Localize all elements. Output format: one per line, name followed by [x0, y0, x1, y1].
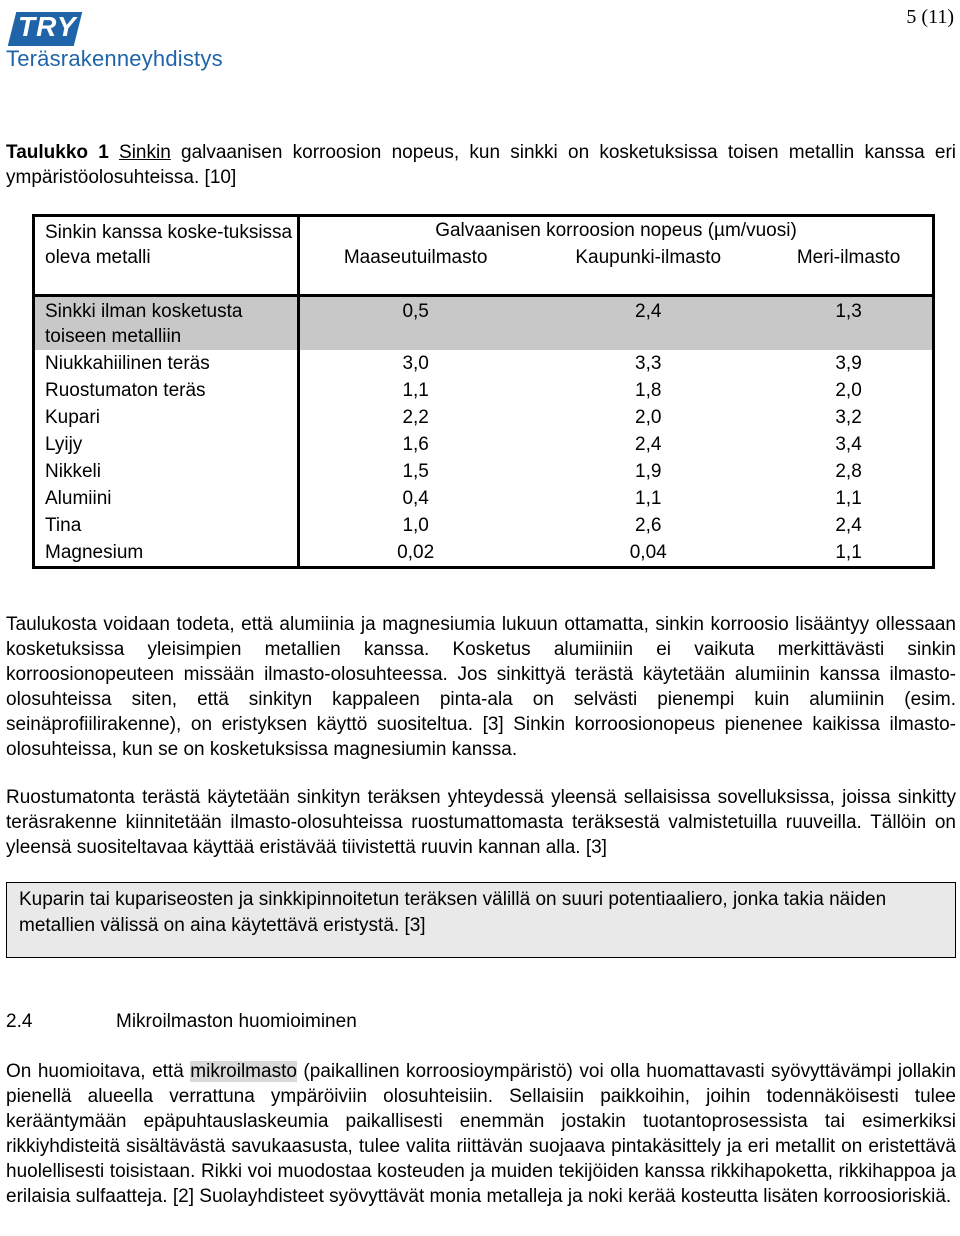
caption-label: Taulukko 1: [6, 142, 109, 163]
value-cell: 2,4: [635, 433, 662, 455]
value-cell: 1,1: [299, 377, 532, 404]
table-row: [34, 512, 934, 539]
value-cell: 1,1: [835, 541, 862, 563]
metal-cell: Ruostumaton teräs: [45, 379, 206, 401]
caption-link-word[interactable]: Sinkin: [119, 142, 171, 163]
microclimate-highlight: mikroilmasto: [190, 1061, 297, 1082]
table-row: [34, 377, 934, 404]
value-cell: 2,2: [299, 404, 532, 431]
value-cell: 2,4: [531, 295, 765, 350]
paragraph-microclimate: [6, 1059, 956, 1209]
logo-text: TRY: [18, 11, 77, 42]
value-cell: 2,4: [835, 514, 862, 536]
paragraph-stainless-steel: Ruostumatonta terästä käytetään sinkityn teräksen yhteydessä yleensä sellaisissa sovelluksissa, joissa sinkitty teräsrakenne kiinnitetään ilmasto-olosuhteissa ruostumattomasta teräksestä valmistetuilla ruuveilla. Tällöin on yleensä suositeltavaa käyttää eristävää tiivistettä ruuvin kannan alla. [3]: [6, 787, 956, 858]
metal-cell: Lyijy: [45, 433, 83, 455]
metal-cell: Alumiini: [45, 487, 112, 509]
value-cell: 2,0: [835, 379, 862, 401]
table-row: [34, 350, 934, 377]
table-row: [34, 458, 934, 485]
corrosion-table: [32, 214, 935, 569]
value-cell: 2,6: [635, 514, 662, 536]
value-cell: 1,9: [635, 460, 662, 482]
metal-cell: Niukkahiilinen teräs: [45, 352, 210, 374]
section-number: 2.4: [6, 1011, 33, 1032]
note-box: [6, 882, 956, 958]
value-cell: 1,1: [635, 487, 662, 509]
value-cell: 3,0: [299, 350, 532, 377]
value-cell: 1,5: [299, 458, 532, 485]
col1-header: Sinkin kanssa koske-tuksissa oleva metalli: [34, 216, 299, 296]
table-row: [34, 485, 934, 512]
value-cell: 1,3: [765, 295, 933, 350]
metal-cell: Sinkki ilman kosketusta toiseen metalliin: [34, 295, 299, 350]
metal-cell: Kupari: [45, 406, 100, 428]
note-text: Kuparin tai kupariseosten ja sinkkipinnoitetun teräksen välillä on suuri potentiaaliero, jonka takia näiden metallien välissä on aina käytettävä eristystä. [3]: [19, 889, 887, 936]
value-cell: 1,8: [635, 379, 662, 401]
logo: [4, 6, 224, 70]
value-cell: 2,8: [835, 460, 862, 482]
sub-header: Meri-ilmasto: [765, 245, 933, 295]
table-row: [34, 431, 934, 458]
sub-header: Maaseutuilmasto: [299, 245, 532, 295]
table-row: [34, 404, 934, 431]
value-cell: 0,5: [299, 295, 532, 350]
table-row: [34, 539, 934, 568]
sub-header: Kaupunki-ilmasto: [531, 245, 765, 295]
value-cell: 3,2: [835, 406, 862, 428]
paragraph-aluminium-magnesium: Taulukosta voidaan todeta, että alumiinia ja magnesiumia lukuun ottamatta, sinkin korroosio lisääntyy ollessaan kosketuksissa yleisimpien metallien kanssa. Kosketus alumiiniin ei vaikuta merkittävästi sinkin korroosionopeuteen missään ilmasto-olosuhteessa. Jos sinkittyä terästä käytetään alumiinin kanssa ilmasto-olosuhteissa siten, että sinkityn kappaleen pinta-ala on selvästi pienempi kuin alumiinin (esim. seinäprofiilirakenne), on eristyksen käyttö suositeltua. [3] Sinkin korroosionopeus pienenee kaikissa ilmasto-olosuhteissa, kun se on kosketuksissa magnesiumin kanssa.: [6, 614, 956, 760]
microclimate-text-start: On huomioitava, että: [6, 1061, 191, 1082]
org-name: Teräsrakenneyhdistys: [6, 46, 223, 71]
group-header: Galvaanisen korroosion nopeus (µm/vuosi): [299, 216, 934, 246]
value-cell: 3,4: [835, 433, 862, 455]
metal-cell: Magnesium: [45, 541, 144, 563]
value-cell: 1,1: [835, 487, 862, 509]
value-cell: 1,0: [299, 512, 532, 539]
value-cell: 1,6: [299, 431, 532, 458]
table-caption: [6, 140, 956, 190]
value-cell: 2,0: [635, 406, 662, 428]
caption-text: galvaanisen korroosion nopeus, kun sinkki on kosketuksissa toisen metallin kanssa eri ympäristöolosuhteissa. [10]: [6, 142, 957, 188]
value-cell: 0,04: [629, 541, 667, 563]
microclimate-text-rest: (paikallinen korroosioympäristö) voi olla huomattavasti syövyttävämpi jollakin pienellä alueella verrattuna ympäröiviin olosuhteisiin. Sellaisiin paikkoihin, joihin todennäköisesti tulee kerääntymään epäpuhtauslaskeumia paikallisesti enemmän jostakin tuotantoprosessista tai esimerkiksi rikkiyhdisteitä sisältävästä savukaasusta, tulee valita riittävän suojaava pintakäsittely ja eri metallit on eristettävä huolellisesti toisistaan. Rikki voi muodostaa kosteuden ja muiden tekijöiden kanssa rikkihapoketta, rikkihappoa ja erilaisia sulfaatteja. [2] Suolayhdisteet syövyttävät monia metalleja ja noki kerää kosteutta lisäten korroosioriskiä.: [6, 1061, 957, 1207]
table-row: [34, 295, 934, 350]
page-number: 5 (11): [906, 6, 954, 28]
value-cell: 0,02: [299, 539, 532, 568]
value-cell: 0,4: [299, 485, 532, 512]
section-title: Mikroilmaston huomioiminen: [116, 1011, 357, 1032]
value-cell: 3,9: [835, 352, 862, 374]
metal-cell: Nikkeli: [45, 460, 101, 482]
section-heading: [6, 1011, 357, 1033]
metal-cell: Tina: [45, 514, 82, 536]
value-cell: 3,3: [635, 352, 662, 374]
